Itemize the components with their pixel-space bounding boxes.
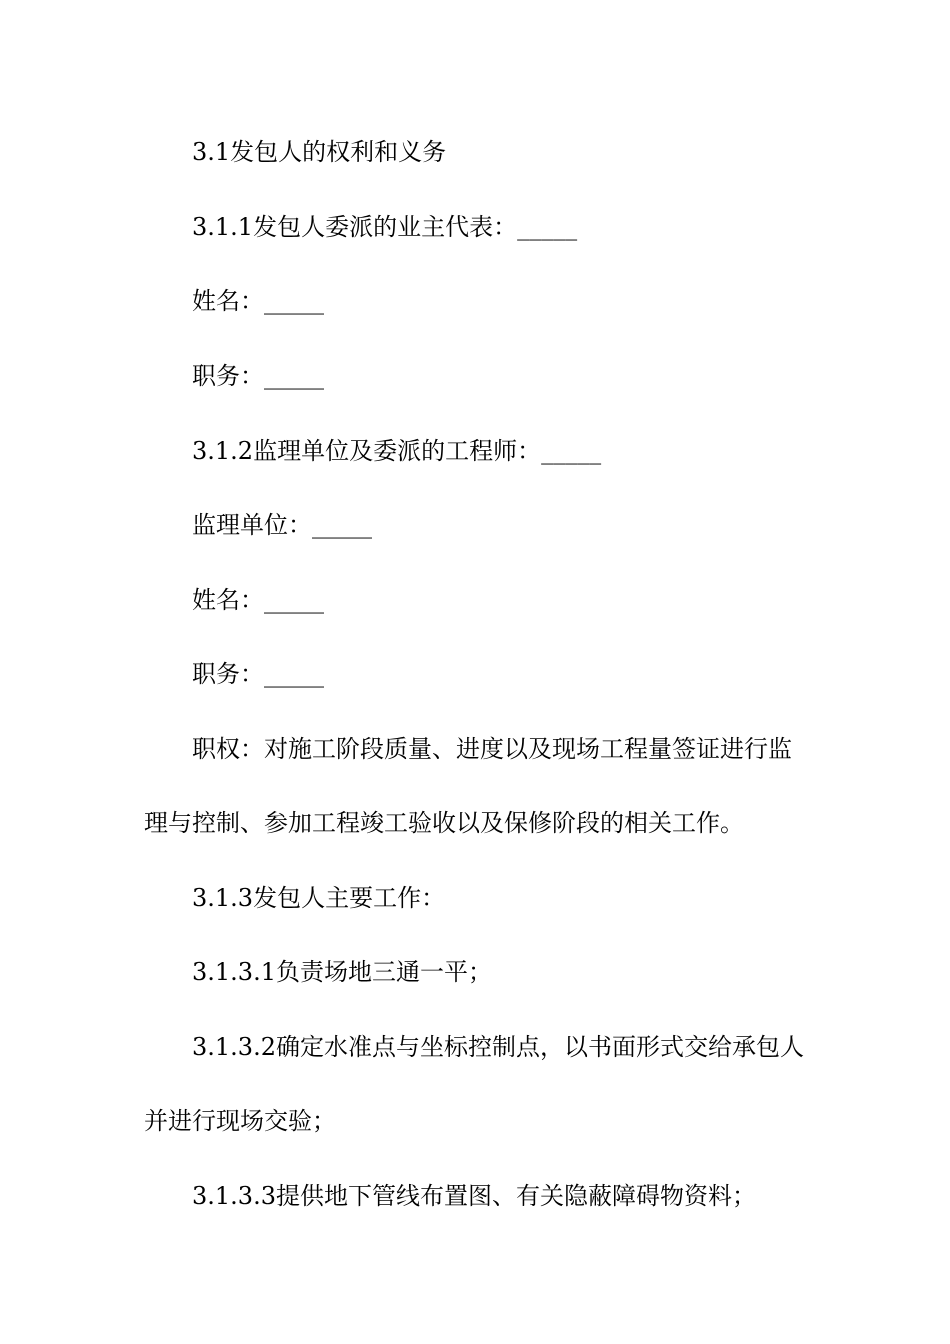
clause-3-1-3 — [144, 861, 806, 935]
supervision-unit-line — [144, 488, 806, 562]
engineer-name-line — [144, 563, 806, 637]
fill-in-blank: _____ — [541, 437, 602, 465]
engineer-position-line — [144, 637, 806, 711]
paragraph-text: 3.1.3.1负责场地三通一平； — [192, 958, 492, 986]
fill-in-blank: _____ — [312, 511, 372, 539]
paragraph-text: 职务： — [192, 362, 264, 390]
fill-in-blank: _____ — [264, 362, 324, 390]
fill-in-blank: _____ — [264, 586, 324, 614]
clause-3-1-2 — [144, 414, 806, 488]
paragraph-text: 3.1.3.2确定水准点与坐标控制点，以书面形式交给承包人并进行现场交验； — [144, 1033, 804, 1135]
paragraph-text: 3.1.2监理单位及委派的工程师： — [192, 437, 542, 465]
paragraph-text: 3.1.1发包人委派的业主代表： — [192, 213, 518, 241]
owner-rep-position-line — [144, 339, 806, 413]
paragraph-text: 3.1.3.3提供地下管线布置图、有关隐蔽障碍物资料； — [192, 1182, 756, 1210]
paragraph-text: 3.1发包人的权利和义务 — [192, 138, 447, 166]
paragraph-text: 3.1.3发包人主要工作： — [192, 884, 446, 912]
paragraph-text: 监理单位： — [192, 511, 312, 539]
paragraph-text: 姓名： — [192, 287, 264, 315]
paragraph-text: 姓名： — [192, 586, 264, 614]
fill-in-blank: _____ — [264, 287, 324, 315]
clause-3-1-3-1 — [144, 935, 806, 1009]
clause-3-1-1 — [144, 190, 806, 264]
paragraph-text: 职务： — [192, 660, 264, 688]
paragraph-text: 职权：对施工阶段质量、进度以及现场工程量签证进行监理与控制、参加工程竣工验收以及保修阶段的相关工作。 — [144, 735, 792, 837]
section-heading-3-1 — [144, 115, 806, 189]
fill-in-blank: _____ — [264, 660, 324, 688]
clause-3-1-3-3 — [144, 1159, 806, 1233]
clause-3-1-3-2 — [144, 1010, 806, 1158]
fill-in-blank: _____ — [517, 213, 578, 241]
authority-paragraph — [144, 712, 806, 860]
owner-rep-name-line — [144, 264, 806, 338]
